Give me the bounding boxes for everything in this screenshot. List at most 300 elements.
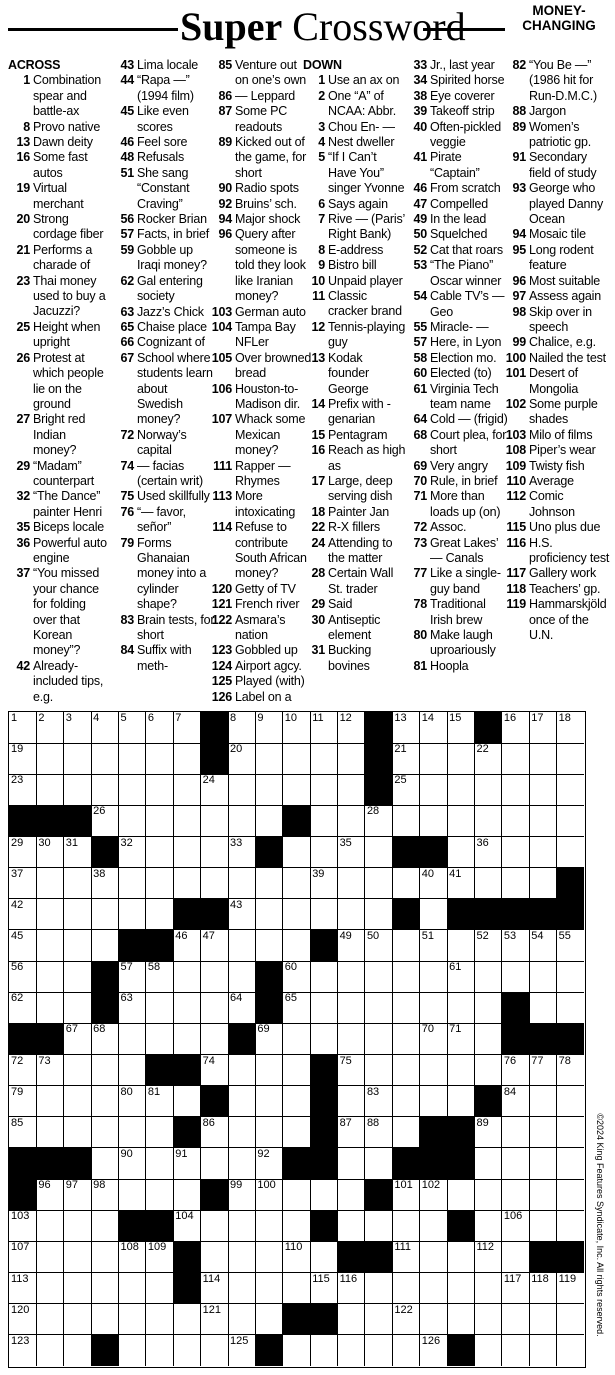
grid-cell[interactable]: [557, 1117, 584, 1149]
grid-cell[interactable]: [255, 805, 283, 837]
grid-cell[interactable]: [310, 1273, 338, 1305]
grid-cell[interactable]: [228, 1241, 256, 1273]
grid-cell[interactable]: [529, 1335, 557, 1366]
grid-cell[interactable]: [557, 805, 584, 837]
grid-cell[interactable]: [173, 1335, 201, 1366]
grid-cell[interactable]: [64, 1273, 92, 1305]
grid-cell[interactable]: [392, 1210, 420, 1242]
grid-cell[interactable]: [447, 930, 475, 962]
grid-cell[interactable]: [338, 1023, 366, 1055]
grid-cell[interactable]: [173, 774, 201, 806]
grid-cell[interactable]: [146, 1179, 174, 1211]
grid-cell[interactable]: [474, 868, 502, 900]
grid-cell[interactable]: [502, 1241, 530, 1273]
grid-cell[interactable]: [91, 1210, 119, 1242]
grid-cell[interactable]: [228, 805, 256, 837]
grid-cell[interactable]: [91, 1148, 119, 1180]
grid-cell[interactable]: [557, 743, 584, 775]
grid-cell[interactable]: [91, 1304, 119, 1336]
grid-cell[interactable]: [173, 930, 201, 962]
grid-cell[interactable]: [365, 1117, 393, 1149]
grid-cell[interactable]: [529, 1086, 557, 1118]
grid-cell[interactable]: [420, 1304, 448, 1336]
grid-cell[interactable]: [173, 1023, 201, 1055]
grid-cell[interactable]: [9, 1335, 37, 1366]
grid-cell[interactable]: [36, 743, 64, 775]
grid-cell[interactable]: [338, 899, 366, 931]
grid-cell[interactable]: [146, 1241, 174, 1273]
grid-cell[interactable]: [338, 805, 366, 837]
grid-cell[interactable]: [119, 1148, 147, 1180]
grid-cell[interactable]: [201, 961, 229, 993]
grid-cell[interactable]: [310, 805, 338, 837]
grid-cell[interactable]: [9, 1210, 37, 1242]
grid-cell[interactable]: [502, 868, 530, 900]
grid-cell[interactable]: [474, 1273, 502, 1305]
grid-cell[interactable]: [283, 1273, 311, 1305]
grid-cell[interactable]: [146, 992, 174, 1024]
grid-cell[interactable]: [502, 1304, 530, 1336]
grid-cell[interactable]: [9, 712, 37, 744]
grid-cell[interactable]: [338, 774, 366, 806]
grid-cell[interactable]: [283, 712, 311, 744]
grid-cell[interactable]: [420, 1210, 448, 1242]
grid-cell[interactable]: [502, 1055, 530, 1087]
grid-cell[interactable]: [255, 1055, 283, 1087]
grid-cell[interactable]: [9, 1241, 37, 1273]
grid-cell[interactable]: [119, 1273, 147, 1305]
grid-cell[interactable]: [529, 1210, 557, 1242]
grid-cell[interactable]: [64, 1179, 92, 1211]
grid-cell[interactable]: [557, 837, 584, 869]
grid-cell[interactable]: [64, 899, 92, 931]
grid-cell[interactable]: [9, 930, 37, 962]
grid-cell[interactable]: [338, 837, 366, 869]
grid-cell[interactable]: [474, 961, 502, 993]
grid-cell[interactable]: [529, 774, 557, 806]
grid-cell[interactable]: [557, 1179, 584, 1211]
grid-cell[interactable]: [119, 1055, 147, 1087]
grid-cell[interactable]: [283, 1241, 311, 1273]
grid-cell[interactable]: [255, 1210, 283, 1242]
grid-cell[interactable]: [310, 774, 338, 806]
grid-cell[interactable]: [146, 805, 174, 837]
grid-cell[interactable]: [228, 774, 256, 806]
grid-cell[interactable]: [283, 1117, 311, 1149]
grid-cell[interactable]: [228, 899, 256, 931]
grid-cell[interactable]: [447, 868, 475, 900]
grid-cell[interactable]: [64, 1055, 92, 1087]
grid-cell[interactable]: [310, 712, 338, 744]
grid-cell[interactable]: [91, 1023, 119, 1055]
grid-cell[interactable]: [64, 992, 92, 1024]
grid-cell[interactable]: [36, 1304, 64, 1336]
grid-cell[interactable]: [447, 1086, 475, 1118]
grid-cell[interactable]: [283, 930, 311, 962]
grid-cell[interactable]: [36, 1117, 64, 1149]
grid-cell[interactable]: [392, 1117, 420, 1149]
grid-cell[interactable]: [529, 1273, 557, 1305]
grid-cell[interactable]: [283, 1023, 311, 1055]
grid-cell[interactable]: [173, 992, 201, 1024]
grid-cell[interactable]: [146, 1086, 174, 1118]
grid-cell[interactable]: [310, 992, 338, 1024]
grid-cell[interactable]: [64, 930, 92, 962]
grid-cell[interactable]: [557, 961, 584, 993]
grid-cell[interactable]: [146, 743, 174, 775]
grid-cell[interactable]: [420, 712, 448, 744]
grid-cell[interactable]: [255, 899, 283, 931]
grid-cell[interactable]: [173, 805, 201, 837]
grid-cell[interactable]: [365, 1273, 393, 1305]
grid-cell[interactable]: [447, 1304, 475, 1336]
grid-cell[interactable]: [557, 712, 584, 744]
grid-cell[interactable]: [338, 1117, 366, 1149]
grid-cell[interactable]: [365, 930, 393, 962]
grid-cell[interactable]: [146, 1148, 174, 1180]
grid-cell[interactable]: [119, 743, 147, 775]
grid-cell[interactable]: [365, 1086, 393, 1118]
grid-cell[interactable]: [447, 1273, 475, 1305]
grid-cell[interactable]: [201, 1210, 229, 1242]
grid-cell[interactable]: [502, 1210, 530, 1242]
grid-cell[interactable]: [392, 1273, 420, 1305]
grid-cell[interactable]: [529, 1055, 557, 1087]
grid-cell[interactable]: [420, 992, 448, 1024]
grid-cell[interactable]: [310, 1241, 338, 1273]
grid-cell[interactable]: [201, 868, 229, 900]
grid-cell[interactable]: [36, 961, 64, 993]
grid-cell[interactable]: [420, 774, 448, 806]
grid-cell[interactable]: [283, 868, 311, 900]
grid-cell[interactable]: [91, 1117, 119, 1149]
grid-cell[interactable]: [228, 1304, 256, 1336]
grid-cell[interactable]: [91, 1179, 119, 1211]
grid-cell[interactable]: [201, 1055, 229, 1087]
grid-cell[interactable]: [36, 868, 64, 900]
grid-cell[interactable]: [64, 1117, 92, 1149]
grid-cell[interactable]: [91, 899, 119, 931]
grid-cell[interactable]: [91, 930, 119, 962]
grid-cell[interactable]: [255, 1023, 283, 1055]
grid-cell[interactable]: [474, 1241, 502, 1273]
grid-cell[interactable]: [255, 1304, 283, 1336]
grid-cell[interactable]: [447, 1241, 475, 1273]
grid-cell[interactable]: [119, 992, 147, 1024]
grid-cell[interactable]: [283, 1086, 311, 1118]
grid-cell[interactable]: [474, 1179, 502, 1211]
grid-cell[interactable]: [255, 1273, 283, 1305]
grid-cell[interactable]: [201, 930, 229, 962]
grid-cell[interactable]: [64, 712, 92, 744]
grid-cell[interactable]: [338, 1335, 366, 1366]
grid-cell[interactable]: [119, 1335, 147, 1366]
grid-cell[interactable]: [474, 1210, 502, 1242]
grid-cell[interactable]: [557, 1148, 584, 1180]
grid-cell[interactable]: [447, 805, 475, 837]
grid-cell[interactable]: [119, 1086, 147, 1118]
grid-cell[interactable]: [228, 1179, 256, 1211]
grid-cell[interactable]: [338, 1148, 366, 1180]
grid-cell[interactable]: [557, 774, 584, 806]
grid-cell[interactable]: [201, 1273, 229, 1305]
grid-cell[interactable]: [201, 1304, 229, 1336]
grid-cell[interactable]: [392, 1304, 420, 1336]
grid-cell[interactable]: [119, 712, 147, 744]
grid-cell[interactable]: [228, 1210, 256, 1242]
grid-cell[interactable]: [228, 930, 256, 962]
grid-cell[interactable]: [36, 1241, 64, 1273]
grid-cell[interactable]: [64, 1210, 92, 1242]
grid-cell[interactable]: [338, 992, 366, 1024]
grid-cell[interactable]: [365, 1055, 393, 1087]
grid-cell[interactable]: [64, 1335, 92, 1366]
grid-cell[interactable]: [91, 868, 119, 900]
grid-cell[interactable]: [447, 1179, 475, 1211]
grid-cell[interactable]: [392, 712, 420, 744]
grid-cell[interactable]: [310, 743, 338, 775]
grid-cell[interactable]: [338, 961, 366, 993]
grid-cell[interactable]: [502, 961, 530, 993]
grid-cell[interactable]: [529, 868, 557, 900]
grid-cell[interactable]: [228, 1335, 256, 1366]
grid-cell[interactable]: [502, 1273, 530, 1305]
grid-cell[interactable]: [502, 1086, 530, 1118]
grid-cell[interactable]: [201, 1023, 229, 1055]
grid-cell[interactable]: [310, 868, 338, 900]
grid-cell[interactable]: [447, 961, 475, 993]
grid-cell[interactable]: [502, 1179, 530, 1211]
grid-cell[interactable]: [64, 961, 92, 993]
grid-cell[interactable]: [201, 774, 229, 806]
grid-cell[interactable]: [64, 1241, 92, 1273]
grid-cell[interactable]: [119, 1117, 147, 1149]
grid-cell[interactable]: [228, 712, 256, 744]
grid-cell[interactable]: [201, 992, 229, 1024]
grid-cell[interactable]: [529, 805, 557, 837]
grid-cell[interactable]: [146, 1335, 174, 1366]
grid-cell[interactable]: [255, 1086, 283, 1118]
grid-cell[interactable]: [392, 868, 420, 900]
grid-cell[interactable]: [36, 837, 64, 869]
grid-cell[interactable]: [64, 1023, 92, 1055]
grid-cell[interactable]: [420, 743, 448, 775]
grid-cell[interactable]: [9, 1055, 37, 1087]
grid-cell[interactable]: [310, 961, 338, 993]
grid-cell[interactable]: [283, 1179, 311, 1211]
grid-cell[interactable]: [474, 743, 502, 775]
grid-cell[interactable]: [173, 743, 201, 775]
grid-cell[interactable]: [420, 805, 448, 837]
grid-cell[interactable]: [173, 1304, 201, 1336]
grid-cell[interactable]: [201, 1241, 229, 1273]
grid-cell[interactable]: [173, 961, 201, 993]
grid-cell[interactable]: [36, 1086, 64, 1118]
grid-cell[interactable]: [255, 1148, 283, 1180]
grid-cell[interactable]: [557, 1055, 584, 1087]
grid-cell[interactable]: [447, 992, 475, 1024]
grid-cell[interactable]: [119, 961, 147, 993]
grid-cell[interactable]: [502, 837, 530, 869]
grid-cell[interactable]: [64, 743, 92, 775]
grid-cell[interactable]: [283, 1335, 311, 1366]
grid-cell[interactable]: [392, 1086, 420, 1118]
grid-cell[interactable]: [502, 1117, 530, 1149]
grid-cell[interactable]: [338, 712, 366, 744]
grid-cell[interactable]: [338, 1304, 366, 1336]
grid-cell[interactable]: [91, 712, 119, 744]
grid-cell[interactable]: [119, 837, 147, 869]
grid-cell[interactable]: [91, 1241, 119, 1273]
grid-cell[interactable]: [557, 1210, 584, 1242]
grid-cell[interactable]: [529, 992, 557, 1024]
grid-cell[interactable]: [173, 1210, 201, 1242]
grid-cell[interactable]: [474, 1148, 502, 1180]
grid-cell[interactable]: [420, 1179, 448, 1211]
grid-cell[interactable]: [255, 1117, 283, 1149]
grid-cell[interactable]: [9, 837, 37, 869]
grid-cell[interactable]: [119, 868, 147, 900]
grid-cell[interactable]: [228, 868, 256, 900]
grid-cell[interactable]: [392, 930, 420, 962]
grid-cell[interactable]: [255, 1179, 283, 1211]
grid-cell[interactable]: [474, 930, 502, 962]
grid-cell[interactable]: [283, 1055, 311, 1087]
grid-cell[interactable]: [474, 1023, 502, 1055]
grid-cell[interactable]: [201, 1335, 229, 1366]
grid-cell[interactable]: [173, 868, 201, 900]
grid-cell[interactable]: [474, 805, 502, 837]
grid-cell[interactable]: [9, 868, 37, 900]
grid-cell[interactable]: [173, 1179, 201, 1211]
grid-cell[interactable]: [283, 1210, 311, 1242]
grid-cell[interactable]: [9, 1273, 37, 1305]
grid-cell[interactable]: [392, 1055, 420, 1087]
grid-cell[interactable]: [64, 774, 92, 806]
grid-cell[interactable]: [119, 1023, 147, 1055]
grid-cell[interactable]: [447, 1055, 475, 1087]
grid-cell[interactable]: [420, 961, 448, 993]
grid-cell[interactable]: [529, 712, 557, 744]
grid-cell[interactable]: [91, 1055, 119, 1087]
grid-cell[interactable]: [447, 774, 475, 806]
grid-cell[interactable]: [447, 1023, 475, 1055]
grid-cell[interactable]: [392, 961, 420, 993]
grid-cell[interactable]: [255, 743, 283, 775]
grid-cell[interactable]: [255, 930, 283, 962]
grid-cell[interactable]: [474, 1304, 502, 1336]
grid-cell[interactable]: [557, 1304, 584, 1336]
grid-cell[interactable]: [36, 1210, 64, 1242]
grid-cell[interactable]: [146, 961, 174, 993]
grid-cell[interactable]: [529, 1117, 557, 1149]
grid-cell[interactable]: [529, 961, 557, 993]
grid-cell[interactable]: [557, 1335, 584, 1366]
grid-cell[interactable]: [9, 743, 37, 775]
grid-cell[interactable]: [365, 1023, 393, 1055]
grid-cell[interactable]: [36, 712, 64, 744]
grid-cell[interactable]: [310, 1335, 338, 1366]
grid-cell[interactable]: [447, 743, 475, 775]
grid-cell[interactable]: [119, 899, 147, 931]
grid-cell[interactable]: [9, 899, 37, 931]
grid-cell[interactable]: [557, 930, 584, 962]
grid-cell[interactable]: [557, 1273, 584, 1305]
grid-cell[interactable]: [338, 1273, 366, 1305]
grid-cell[interactable]: [365, 1210, 393, 1242]
grid-cell[interactable]: [146, 868, 174, 900]
grid-cell[interactable]: [255, 712, 283, 744]
grid-cell[interactable]: [310, 899, 338, 931]
grid-cell[interactable]: [474, 774, 502, 806]
grid-cell[interactable]: [64, 1086, 92, 1118]
grid-cell[interactable]: [338, 743, 366, 775]
grid-cell[interactable]: [338, 868, 366, 900]
grid-cell[interactable]: [228, 1117, 256, 1149]
grid-cell[interactable]: [474, 837, 502, 869]
grid-cell[interactable]: [173, 1148, 201, 1180]
grid-cell[interactable]: [365, 1148, 393, 1180]
grid-cell[interactable]: [228, 1148, 256, 1180]
grid-cell[interactable]: [228, 837, 256, 869]
grid-cell[interactable]: [392, 992, 420, 1024]
grid-cell[interactable]: [529, 743, 557, 775]
grid-cell[interactable]: [365, 868, 393, 900]
grid-cell[interactable]: [228, 1055, 256, 1087]
grid-cell[interactable]: [36, 899, 64, 931]
grid-cell[interactable]: [502, 774, 530, 806]
grid-cell[interactable]: [420, 899, 448, 931]
grid-cell[interactable]: [310, 1023, 338, 1055]
grid-cell[interactable]: [119, 1304, 147, 1336]
grid-cell[interactable]: [529, 930, 557, 962]
grid-cell[interactable]: [228, 1273, 256, 1305]
grid-cell[interactable]: [392, 743, 420, 775]
grid-cell[interactable]: [502, 805, 530, 837]
grid-cell[interactable]: [420, 1023, 448, 1055]
grid-cell[interactable]: [420, 1273, 448, 1305]
grid-cell[interactable]: [64, 868, 92, 900]
grid-cell[interactable]: [283, 899, 311, 931]
grid-cell[interactable]: [557, 1086, 584, 1118]
grid-cell[interactable]: [447, 712, 475, 744]
grid-cell[interactable]: [119, 1179, 147, 1211]
grid-cell[interactable]: [365, 1335, 393, 1366]
grid-cell[interactable]: [91, 805, 119, 837]
grid-cell[interactable]: [502, 743, 530, 775]
grid-cell[interactable]: [392, 1023, 420, 1055]
grid-cell[interactable]: [420, 1055, 448, 1087]
grid-cell[interactable]: [502, 1335, 530, 1366]
grid-cell[interactable]: [146, 899, 174, 931]
grid-cell[interactable]: [338, 1210, 366, 1242]
grid-cell[interactable]: [201, 805, 229, 837]
grid-cell[interactable]: [365, 837, 393, 869]
grid-cell[interactable]: [64, 837, 92, 869]
grid-cell[interactable]: [392, 1179, 420, 1211]
grid-cell[interactable]: [283, 961, 311, 993]
grid-cell[interactable]: [557, 992, 584, 1024]
grid-cell[interactable]: [91, 1086, 119, 1118]
grid-cell[interactable]: [338, 1179, 366, 1211]
grid-cell[interactable]: [119, 1241, 147, 1273]
grid-cell[interactable]: [529, 1179, 557, 1211]
grid-cell[interactable]: [119, 774, 147, 806]
grid-cell[interactable]: [173, 1086, 201, 1118]
grid-cell[interactable]: [338, 1055, 366, 1087]
grid-cell[interactable]: [474, 1335, 502, 1366]
grid-cell[interactable]: [201, 837, 229, 869]
